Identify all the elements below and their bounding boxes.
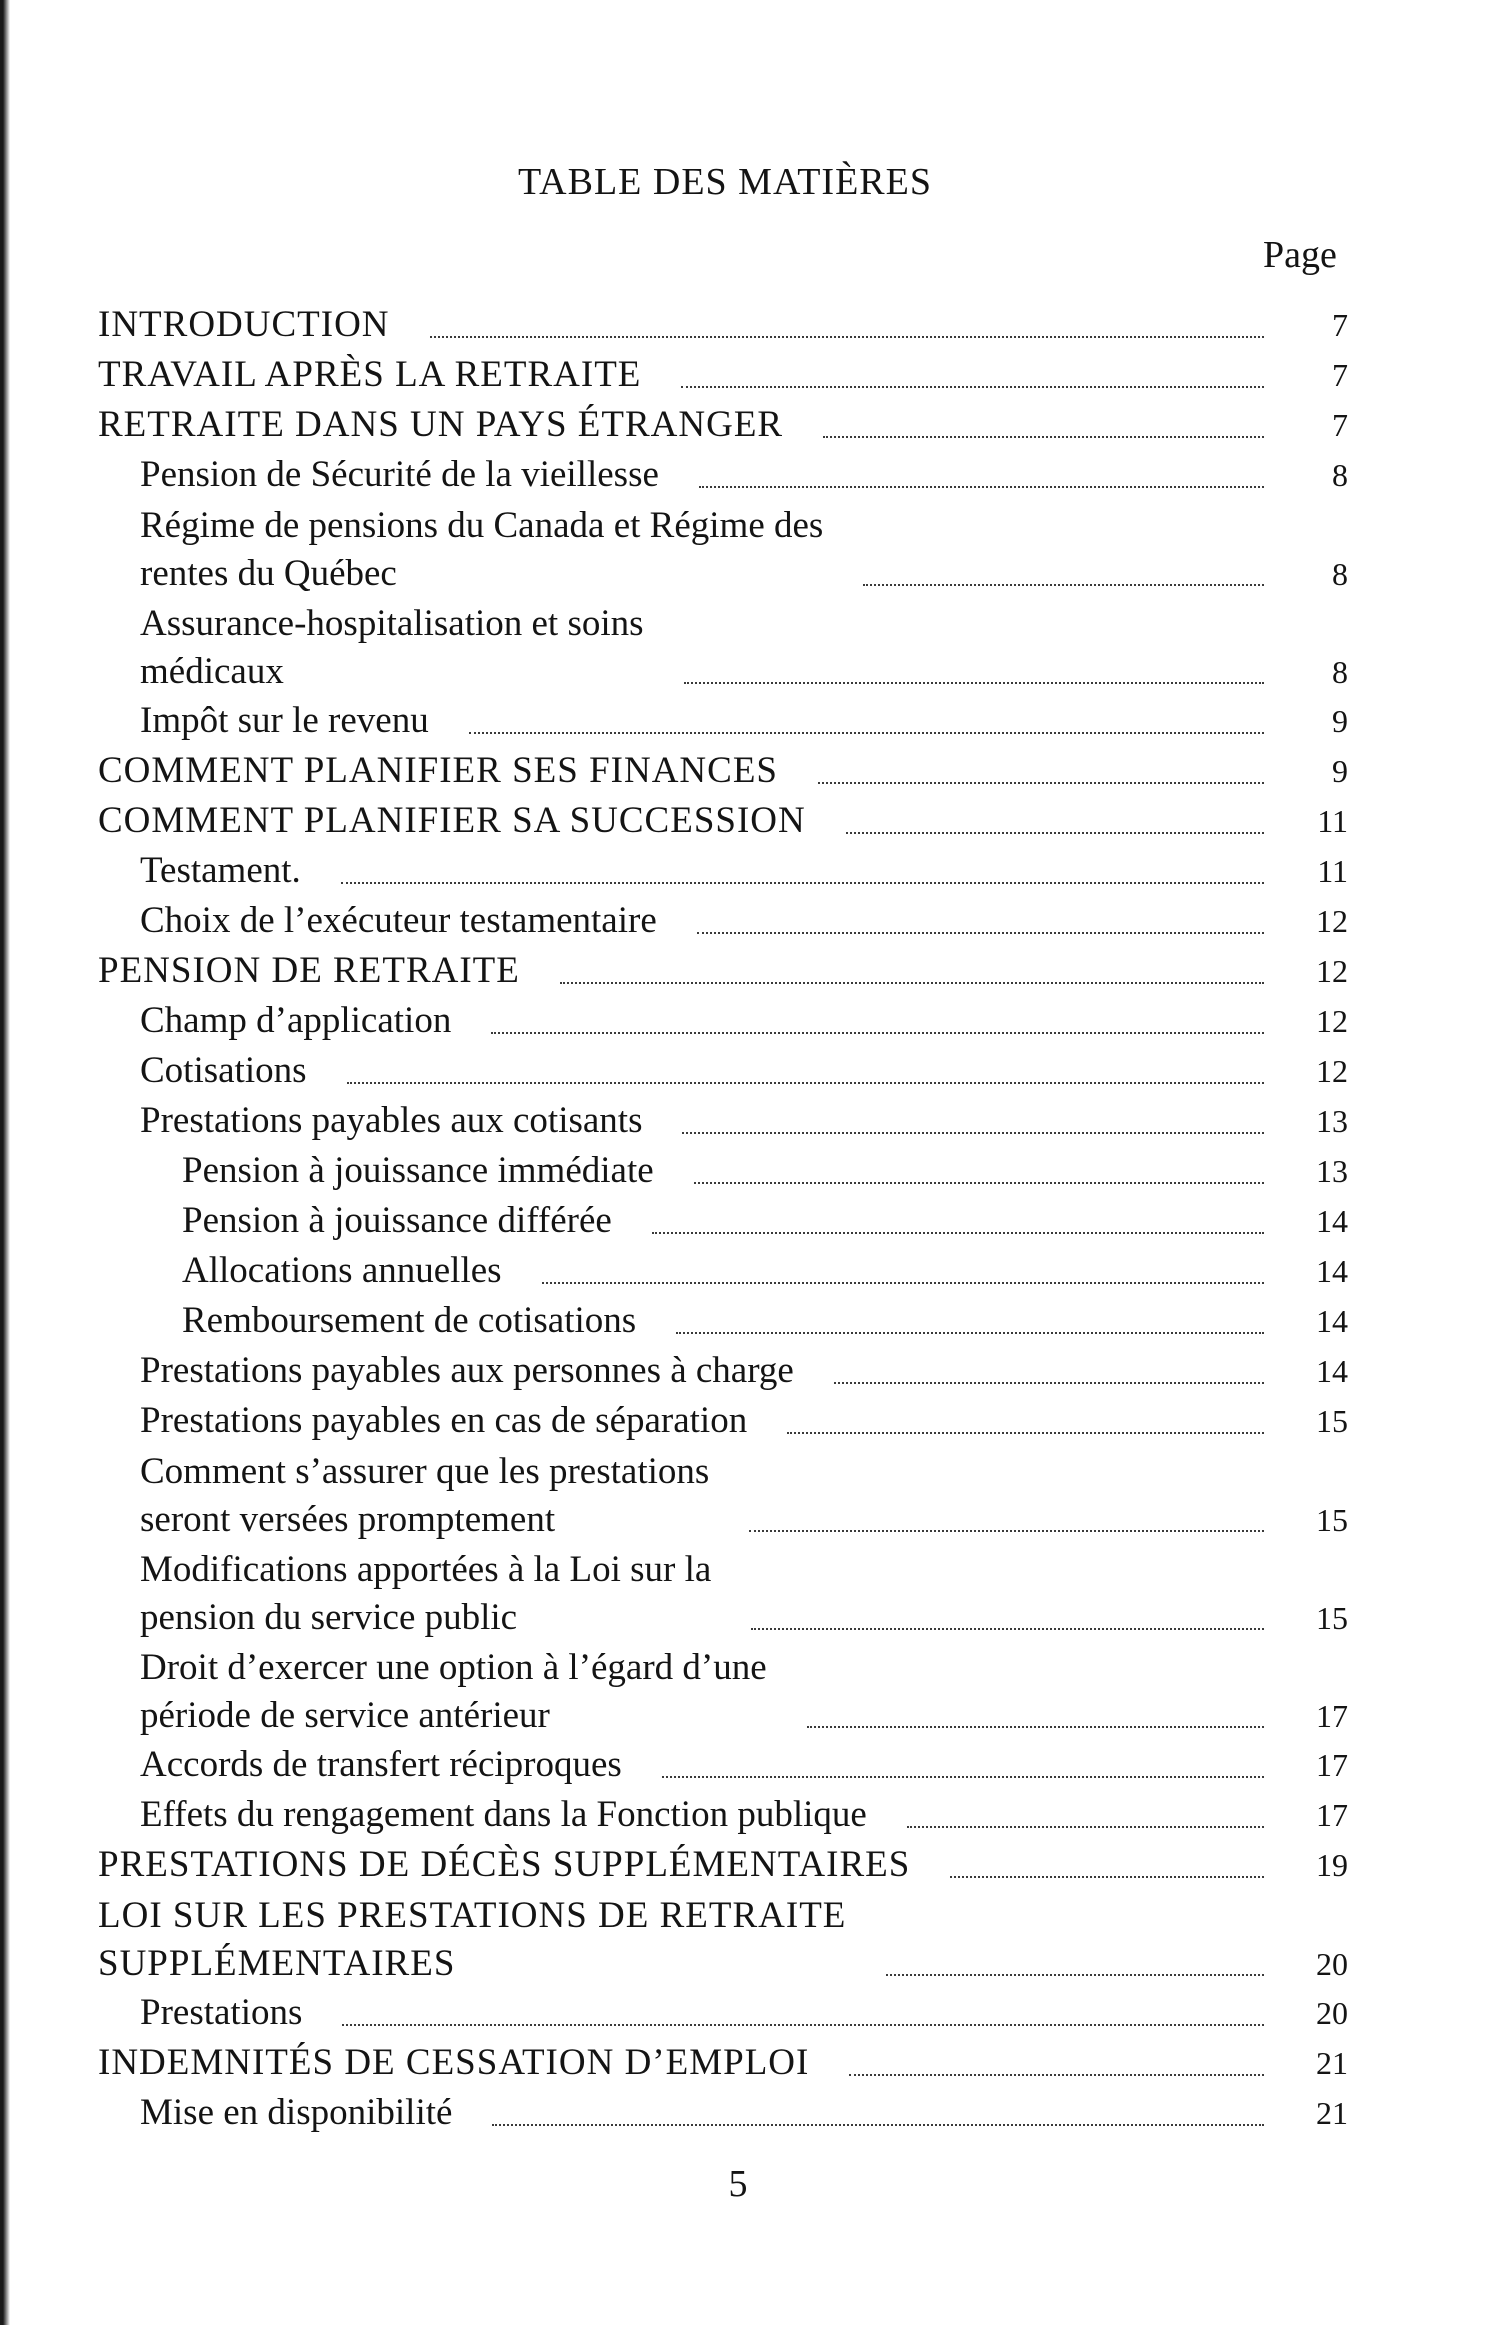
toc-entry-page: 14 (1316, 1353, 1348, 1389)
dot-leader (849, 2074, 1264, 2076)
toc-entry-label: Champ d’application (140, 1000, 452, 1041)
toc-entry-page: 17 (1316, 1747, 1348, 1783)
dot-leader (818, 782, 1264, 784)
dot-leader (542, 1282, 1264, 1284)
toc-entry-label: Allocations annuelles (182, 1250, 502, 1291)
toc-entry-page: 15 (1316, 1403, 1348, 1439)
dot-leader (342, 2024, 1264, 2026)
toc-entry-label: TRAVAIL APRÈS LA RETRAITE (98, 354, 642, 395)
toc-entry-page: 15 (1316, 1502, 1348, 1538)
toc-entry-label: Prestations (140, 1992, 303, 2033)
toc-entry-label: Mise en disponibilité (140, 2092, 453, 2133)
dot-leader (749, 1530, 1264, 1532)
toc-entry-page: 7 (1332, 307, 1348, 343)
toc-entry-label: Comment s’assurer que les prestations seront versées promptement (140, 1451, 710, 1540)
dot-leader (950, 1876, 1264, 1878)
dot-leader (823, 436, 1264, 438)
toc-entry-label: INDEMNITÉS DE CESSATION D’EMPLOI (98, 2042, 810, 2083)
dot-leader (846, 832, 1264, 834)
toc-entry-page: 21 (1316, 2095, 1348, 2131)
toc-entry (98, 1346, 1348, 1396)
toc-entry (98, 1296, 1348, 1346)
toc-entry-page: 19 (1316, 1847, 1348, 1883)
toc-entry-page: 12 (1316, 953, 1348, 989)
dot-leader (694, 1182, 1264, 1184)
toc-entry-page: 15 (1316, 1600, 1348, 1636)
dot-leader (682, 1132, 1264, 1134)
toc-entry (98, 350, 1348, 400)
toc-entry-label: Modifications apportées à la Loi sur la pension du service public (140, 1549, 712, 1638)
toc-entry-page: 7 (1332, 357, 1348, 393)
toc-entry (98, 450, 1348, 500)
dot-leader (560, 982, 1264, 984)
dot-leader (662, 1776, 1264, 1778)
toc-entry-page: 12 (1316, 903, 1348, 939)
toc-entry (98, 1096, 1348, 1146)
dot-leader (469, 732, 1264, 734)
toc-entry-label: COMMENT PLANIFIER SES FINANCES (98, 750, 778, 791)
scan-edge (0, 0, 10, 2325)
toc-entry-label: Cotisations (140, 1050, 307, 1091)
toc-entry (98, 896, 1348, 946)
dot-leader (652, 1232, 1264, 1234)
toc-entry (98, 846, 1348, 896)
toc-entry-page: 17 (1316, 1698, 1348, 1734)
toc-entry (98, 1642, 1348, 1740)
toc-entry-page: 8 (1332, 457, 1348, 493)
toc-entry-page: 7 (1332, 407, 1348, 443)
toc-entry (98, 746, 1348, 796)
toc-entry (98, 1446, 1348, 1544)
toc-entry-page: 14 (1316, 1253, 1348, 1289)
toc-entry (98, 598, 1348, 696)
toc-entry-page: 11 (1317, 803, 1348, 839)
toc-entry-page: 17 (1316, 1797, 1348, 1833)
toc-entry-page: 9 (1332, 703, 1348, 739)
toc-entry-label: Droit d’exercer une option à l’égard d’une période de service antérieur (140, 1647, 767, 1736)
toc-entry-label: Prestations payables aux personnes à charge (140, 1350, 794, 1391)
toc-entry-label: Impôt sur le revenu (140, 700, 429, 741)
dot-leader (751, 1628, 1264, 1630)
toc-entry (98, 2088, 1348, 2138)
toc-entry (98, 400, 1348, 450)
toc-entry (98, 796, 1348, 846)
toc-entry (98, 1246, 1348, 1296)
toc-entry-label: PENSION DE RETRAITE (98, 950, 520, 991)
toc-entry-page: 8 (1332, 556, 1348, 592)
toc-entry-label: Prestations payables aux cotisants (140, 1100, 643, 1141)
toc-entry-label: Régime de pensions du Canada et Régime des rentes du Québec (140, 505, 824, 594)
dot-leader (676, 1332, 1264, 1334)
table-of-contents (98, 300, 1348, 2138)
page-number: 5 (728, 2163, 748, 2205)
dot-leader (787, 1432, 1264, 1434)
toc-entry (98, 1790, 1348, 1840)
toc-entry-label: Effets du rengagement dans la Fonction publique (140, 1794, 867, 1835)
toc-entry-page: 21 (1316, 2045, 1348, 2081)
toc-entry (98, 1890, 1348, 1988)
toc-entry (98, 300, 1348, 350)
toc-entry-page: 8 (1332, 654, 1348, 690)
toc-entry-page: 14 (1316, 1303, 1348, 1339)
toc-entry-page: 13 (1316, 1103, 1348, 1139)
toc-entry (98, 946, 1348, 996)
toc-entry-label: Pension de Sécurité de la vieillesse (140, 454, 659, 495)
toc-entry-label: Choix de l’exécuteur testamentaire (140, 900, 657, 941)
toc-entry (98, 1196, 1348, 1246)
dot-leader (341, 882, 1264, 884)
toc-entry-label: INTRODUCTION (98, 304, 390, 345)
toc-entry (98, 1840, 1348, 1890)
toc-entry (98, 1396, 1348, 1446)
toc-entry-label: Pension à jouissance différée (182, 1200, 612, 1241)
toc-entry (98, 1046, 1348, 1096)
dot-leader (492, 2124, 1264, 2126)
toc-entry (98, 1544, 1348, 1642)
toc-entry-label: RETRAITE DANS UN PAYS ÉTRANGER (98, 404, 784, 445)
toc-entry-label: Remboursement de cotisations (182, 1300, 637, 1341)
dot-leader (347, 1082, 1264, 1084)
toc-entry (98, 2038, 1348, 2088)
toc-entry-label: Accords de transfert réciproques (140, 1744, 622, 1785)
toc-entry-page: 12 (1316, 1003, 1348, 1039)
toc-entry-page: 14 (1316, 1203, 1348, 1239)
toc-title: TABLE DES MATIÈRES (518, 161, 932, 203)
toc-entry-label: Testament. (140, 850, 301, 891)
dot-leader (699, 486, 1264, 488)
page-column-header: Page (1263, 234, 1337, 276)
dot-leader (907, 1826, 1264, 1828)
dot-leader (681, 386, 1264, 388)
toc-entry (98, 1988, 1348, 2038)
dot-leader (863, 584, 1264, 586)
toc-entry-label: Pension à jouissance immédiate (182, 1150, 654, 1191)
toc-entry-page: 11 (1317, 853, 1348, 889)
toc-entry (98, 1740, 1348, 1790)
dot-leader (834, 1382, 1264, 1384)
toc-entry (98, 696, 1348, 746)
toc-entry (98, 1146, 1348, 1196)
toc-entry (98, 996, 1348, 1046)
toc-entry-page: 9 (1332, 753, 1348, 789)
toc-entry-page: 20 (1316, 1995, 1348, 2031)
toc-entry-page: 20 (1316, 1946, 1348, 1982)
toc-entry (98, 500, 1348, 598)
dot-leader (491, 1032, 1264, 1034)
dot-leader (807, 1726, 1264, 1728)
toc-entry-label: COMMENT PLANIFIER SA SUCCESSION (98, 800, 806, 841)
toc-entry-label: Prestations payables en cas de séparation (140, 1400, 748, 1441)
dot-leader (886, 1974, 1264, 1976)
toc-entry-page: 13 (1316, 1153, 1348, 1189)
dot-leader (697, 932, 1264, 934)
dot-leader (684, 682, 1264, 684)
toc-entry-page: 12 (1316, 1053, 1348, 1089)
toc-entry-label: PRESTATIONS DE DÉCÈS SUPPLÉMENTAIRES (98, 1844, 911, 1885)
toc-entry-label: Assurance-hospitalisation et soins médicaux (140, 603, 644, 692)
toc-entry-label: LOI SUR LES PRESTATIONS DE RETRAITE SUPPLÉMENTAIRES (98, 1895, 847, 1984)
dot-leader (430, 336, 1264, 338)
